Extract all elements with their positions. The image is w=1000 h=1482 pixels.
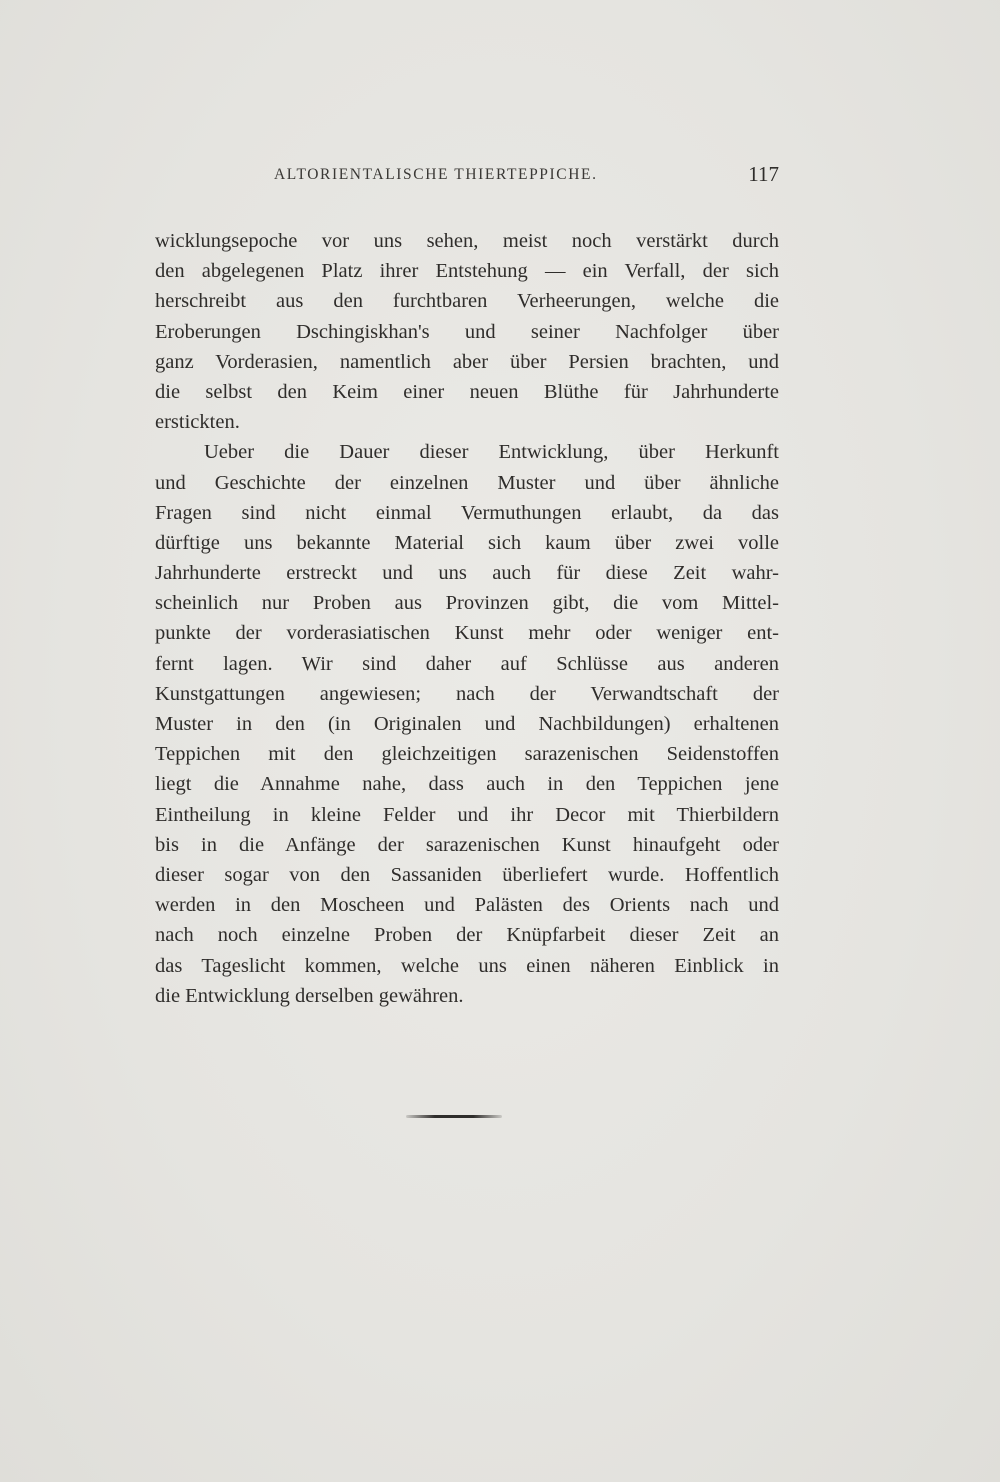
text-line: scheinlich nur Proben aus Provinzen gibt, die vom Mittel- [155, 592, 779, 615]
text-line: ganz Vorderasien, namentlich aber über Persien brachten, und [155, 350, 779, 373]
page-number: 117 [748, 162, 779, 186]
text-line: wicklungsepoche vor uns sehen, meist noch verstärkt durch [155, 230, 779, 252]
text-line: Ueber die Dauer dieser Entwicklung, über Herkunft [204, 441, 779, 464]
text-line: bis in die Anfänge der sarazenischen Kunst hinaufgeht oder [155, 833, 779, 856]
text-line: Eroberungen Dschingiskhan's und seiner Nachfolger über [155, 320, 779, 343]
text-line: den abgelegenen Platz ihrer Entstehung — ein Verfall, der sich [155, 260, 779, 283]
text-line: liegt die Annahme nahe, dass auch in den Teppichen jene [155, 773, 779, 796]
text-line: erstickten. [155, 411, 240, 434]
running-head [274, 162, 779, 196]
text-line: herschreibt aus den furchtbaren Verheerungen, welche die [155, 290, 779, 313]
text-line: werden in den Moscheen und Palästen des Orients nach und [155, 894, 779, 917]
end-rule-divider [406, 1115, 502, 1118]
text-line: die selbst den Keim einer neuen Blüthe für Jahrhunderte [155, 380, 779, 403]
text-line: Muster in den (in Originalen und Nachbildungen) erhaltenen [155, 713, 779, 735]
text-line: nach noch einzelne Proben der Knüpfarbeit dieser Zeit an [155, 924, 779, 947]
text-line: Kunstgattungen angewiesen; nach der Verwandtschaft der [155, 682, 779, 705]
text-line: Teppichen mit den gleichzeitigen sarazenischen Seidenstoffen [155, 743, 779, 766]
text-line: Eintheilung in kleine Felder und ihr Decor mit Thierbildern [155, 803, 779, 826]
text-line: Jahrhunderte erstreckt und uns auch für diese Zeit wahr- [155, 562, 779, 585]
text-line: dürftige uns bekannte Material sich kaum über zwei volle [155, 531, 779, 554]
text-line: dieser sogar von den Sassaniden überliefert wurde. Hoffentlich [155, 863, 779, 886]
text-line: fernt lagen. Wir sind daher auf Schlüsse aus anderen [155, 652, 779, 675]
text-line: die Entwicklung derselben gewähren. [155, 984, 464, 1007]
running-title: ALTORIENTALISCHE THIERTEPPICHE. [274, 166, 598, 183]
text-line: und Geschichte der einzelnen Muster und über ähnliche [155, 471, 779, 494]
text-line: punkte der vorderasiatischen Kunst mehr oder weniger ent- [155, 622, 779, 645]
paragraph-2 [155, 437, 779, 1011]
body-text [155, 226, 779, 1011]
text-line: Fragen sind nicht einmal Vermuthungen erlaubt, da das [155, 501, 779, 524]
text-line: das Tageslicht kommen, welche uns einen näheren Einblick in [155, 954, 779, 977]
paragraph-1 [155, 226, 779, 437]
